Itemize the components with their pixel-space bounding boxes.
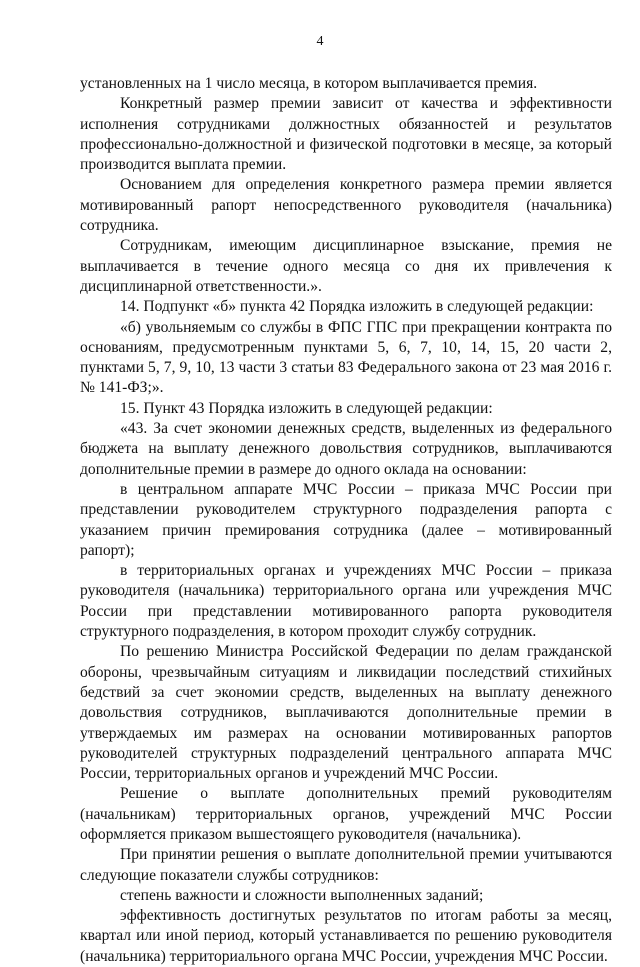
paragraph: При принятии решения о выплате дополнительной премии учитываются следующие показатели службы сотрудников: [80,846,612,884]
page-number: 4 [316,34,324,49]
paragraph: в территориальных органах и учреждениях МЧС России – приказа руководителя (начальника) территориального органа или учреждения МЧС России при представлении мотивированного рапорта руководителя структурного подразделения, в котором проходит службу сотрудник. [80,562,612,641]
paragraph: эффективность достигнутых результатов по итогам работы за месяц, квартал или иной период, который устанавливается по решению руководителя (начальника) территориального органа МЧС России, учреждения МЧС России. [80,907,612,965]
paragraph-continuation: установленных на 1 число месяца, в котором выплачивается премия. [80,75,538,92]
paragraph: в центральном аппарате МЧС России – приказа МЧС России при представлении руководителем структурного подразделения рапорта с указанием причин премирования сотрудника (далее – мотивированный рапорт); [80,480,612,559]
paragraph: По решению Министра Российской Федерации по делам гражданской обороны, чрезвычайным ситуациям и ликвидации последствий стихийных бедствий за счет экономии средств, выделенных на выплату денежного довольствия сотрудников, выплачиваются дополнительные премии в утверждаемых им размерах на основании мотивированных рапортов руководителей структурных подразделений центрального аппарата МЧС России, территориальных органов и учреждений МЧС России. [80,643,612,783]
paragraph: Решение о выплате дополнительных премий руководителям (начальникам) территориальных органов, учреждений МЧС России оформляется приказом вышестоящего руководителя (начальника). [80,785,612,843]
paragraph: «43. За счет экономии денежных средств, выделенных из федерального бюджета на выплату денежного довольствия сотрудников, выплачиваются дополнительные премии в размере до одного оклада на основании: [80,420,612,478]
paragraph: «б) увольняемым со службы в ФПС ГПС при прекращении контракта по основаниям, предусмотренным пунктами 5, 6, 7, 10, 14, 15, 20 части 2, пунктами 5, 7, 9, 10, 13 части 3 статьи 83 Федерального закона от 23 мая 2016 г. № 141-ФЗ;». [80,318,612,397]
paragraph: 14. Подпункт «б» пункта 42 Порядка изложить в следующей редакции: [120,298,594,316]
document-body [80,74,612,967]
paragraph: 15. Пункт 43 Порядка изложить в следующей редакции: [120,399,493,417]
paragraph: Сотрудникам, имеющим дисциплинарное взыскание, премия не выплачивается в течение одного месяца со дня их привлечения к дисциплинарной ответственности.». [80,237,612,295]
paragraph: Основанием для определения конкретного размера премии является мотивированный рапорт непосредственного руководителя (начальника) сотрудника. [80,176,612,235]
paragraph: Конкретный размер премии зависит от качества и эффективности исполнения сотрудниками должностных обязанностей и результатов профессионально-должностной и физической подготовки в месяце, за который производится выплата премии. [80,95,612,174]
paragraph: степень важности и сложности выполненных заданий; [120,886,484,904]
